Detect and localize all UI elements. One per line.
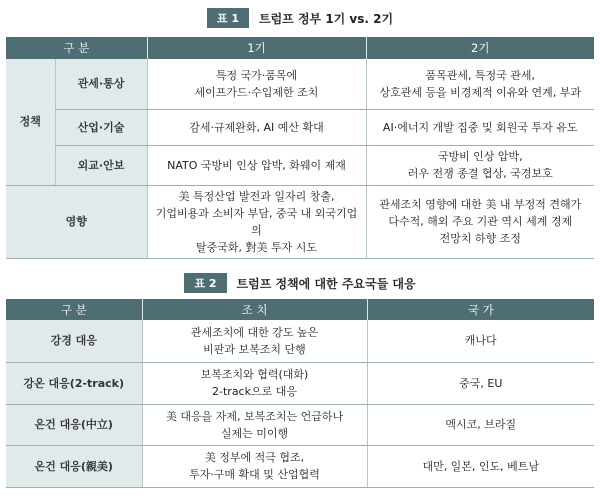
table2-row-category: 강경 대응 [6, 320, 142, 362]
table1-cell-term2: 품목관세, 특정국 관세, 상호관세 등을 비경제적 이유와 연계, 부과 [366, 59, 594, 109]
table1-row-category: 관세·통상 [55, 59, 147, 109]
table2-header-category: 구 분 [6, 299, 142, 320]
table1-row-category: 외교·안보 [55, 145, 147, 185]
table2-row-category: 온건 대응(親美) [6, 445, 142, 487]
table1-tag: 표 1 [207, 8, 249, 28]
table2-cell-measure: 美 대응을 자제, 보복조치는 언급하나 실제는 미이행 [142, 404, 367, 445]
table1-policy-label: 정책 [6, 59, 55, 185]
table1-header-category: 구 분 [6, 37, 147, 59]
table1-cell-term1: NATO 국방비 인상 압박, 화웨이 제재 [147, 145, 366, 185]
table1-cell-term1: 특정 국가·품목에 세이프가드·수입제한 조치 [147, 59, 366, 109]
table2-row-category: 강온 대응(2-track) [6, 362, 142, 404]
table2 [6, 299, 594, 488]
table2-cell-country: 멕시코, 브라질 [367, 404, 594, 445]
table1-cell-term2: 국방비 인상 압박, 러우 전쟁 종결 협상, 국경보호 [366, 145, 594, 185]
table2-cell-country: 중국, EU [367, 362, 594, 404]
table2-row-category: 온건 대응(中立) [6, 404, 142, 445]
table1-impact-label: 영향 [6, 185, 147, 258]
table2-cell-measure: 美 정부에 적극 협조, 투자·구매 확대 및 산업협력 [142, 445, 367, 487]
table2-caption [0, 273, 600, 293]
table2-cell-country: 대만, 일본, 인도, 베트남 [367, 445, 594, 487]
table1-cell-term2: AI·에너지 개발 집중 및 회원국 투자 유도 [366, 109, 594, 145]
table1-row-category: 산업·기술 [55, 109, 147, 145]
table2-cell-country: 캐나다 [367, 320, 594, 362]
table2-header-measure: 조 치 [142, 299, 367, 320]
table1 [6, 37, 594, 259]
table1-title: 트럼프 정부 1기 vs. 2기 [259, 11, 394, 26]
table1-header-term1: 1기 [147, 37, 366, 59]
table1-caption [0, 8, 600, 28]
table2-cell-measure: 보복조치와 협력(대화) 2-track으로 대응 [142, 362, 367, 404]
table1-cell-term1: 감세·규제완화, AI 예산 확대 [147, 109, 366, 145]
table2-cell-measure: 관세조치에 대한 강도 높은 비판과 보복조치 단행 [142, 320, 367, 362]
table2-title: 트럼프 정책에 대한 주요국들 대응 [236, 276, 416, 291]
table1-header-term2: 2기 [366, 37, 594, 59]
table2-tag: 표 2 [184, 273, 226, 293]
table1-impact-term2: 관세조치 영향에 대한 美 내 부정적 견해가 다수적, 해외 주요 기관 역시 세계 경제 전망치 하향 조정 [366, 185, 594, 258]
table2-header-country: 국 가 [367, 299, 594, 320]
table1-impact-term1: 美 특정산업 발전과 일자리 창출, 기업비용과 소비자 부담, 중국 내 외국기업의 탈중국화, 對美 투자 시도 [147, 185, 366, 258]
